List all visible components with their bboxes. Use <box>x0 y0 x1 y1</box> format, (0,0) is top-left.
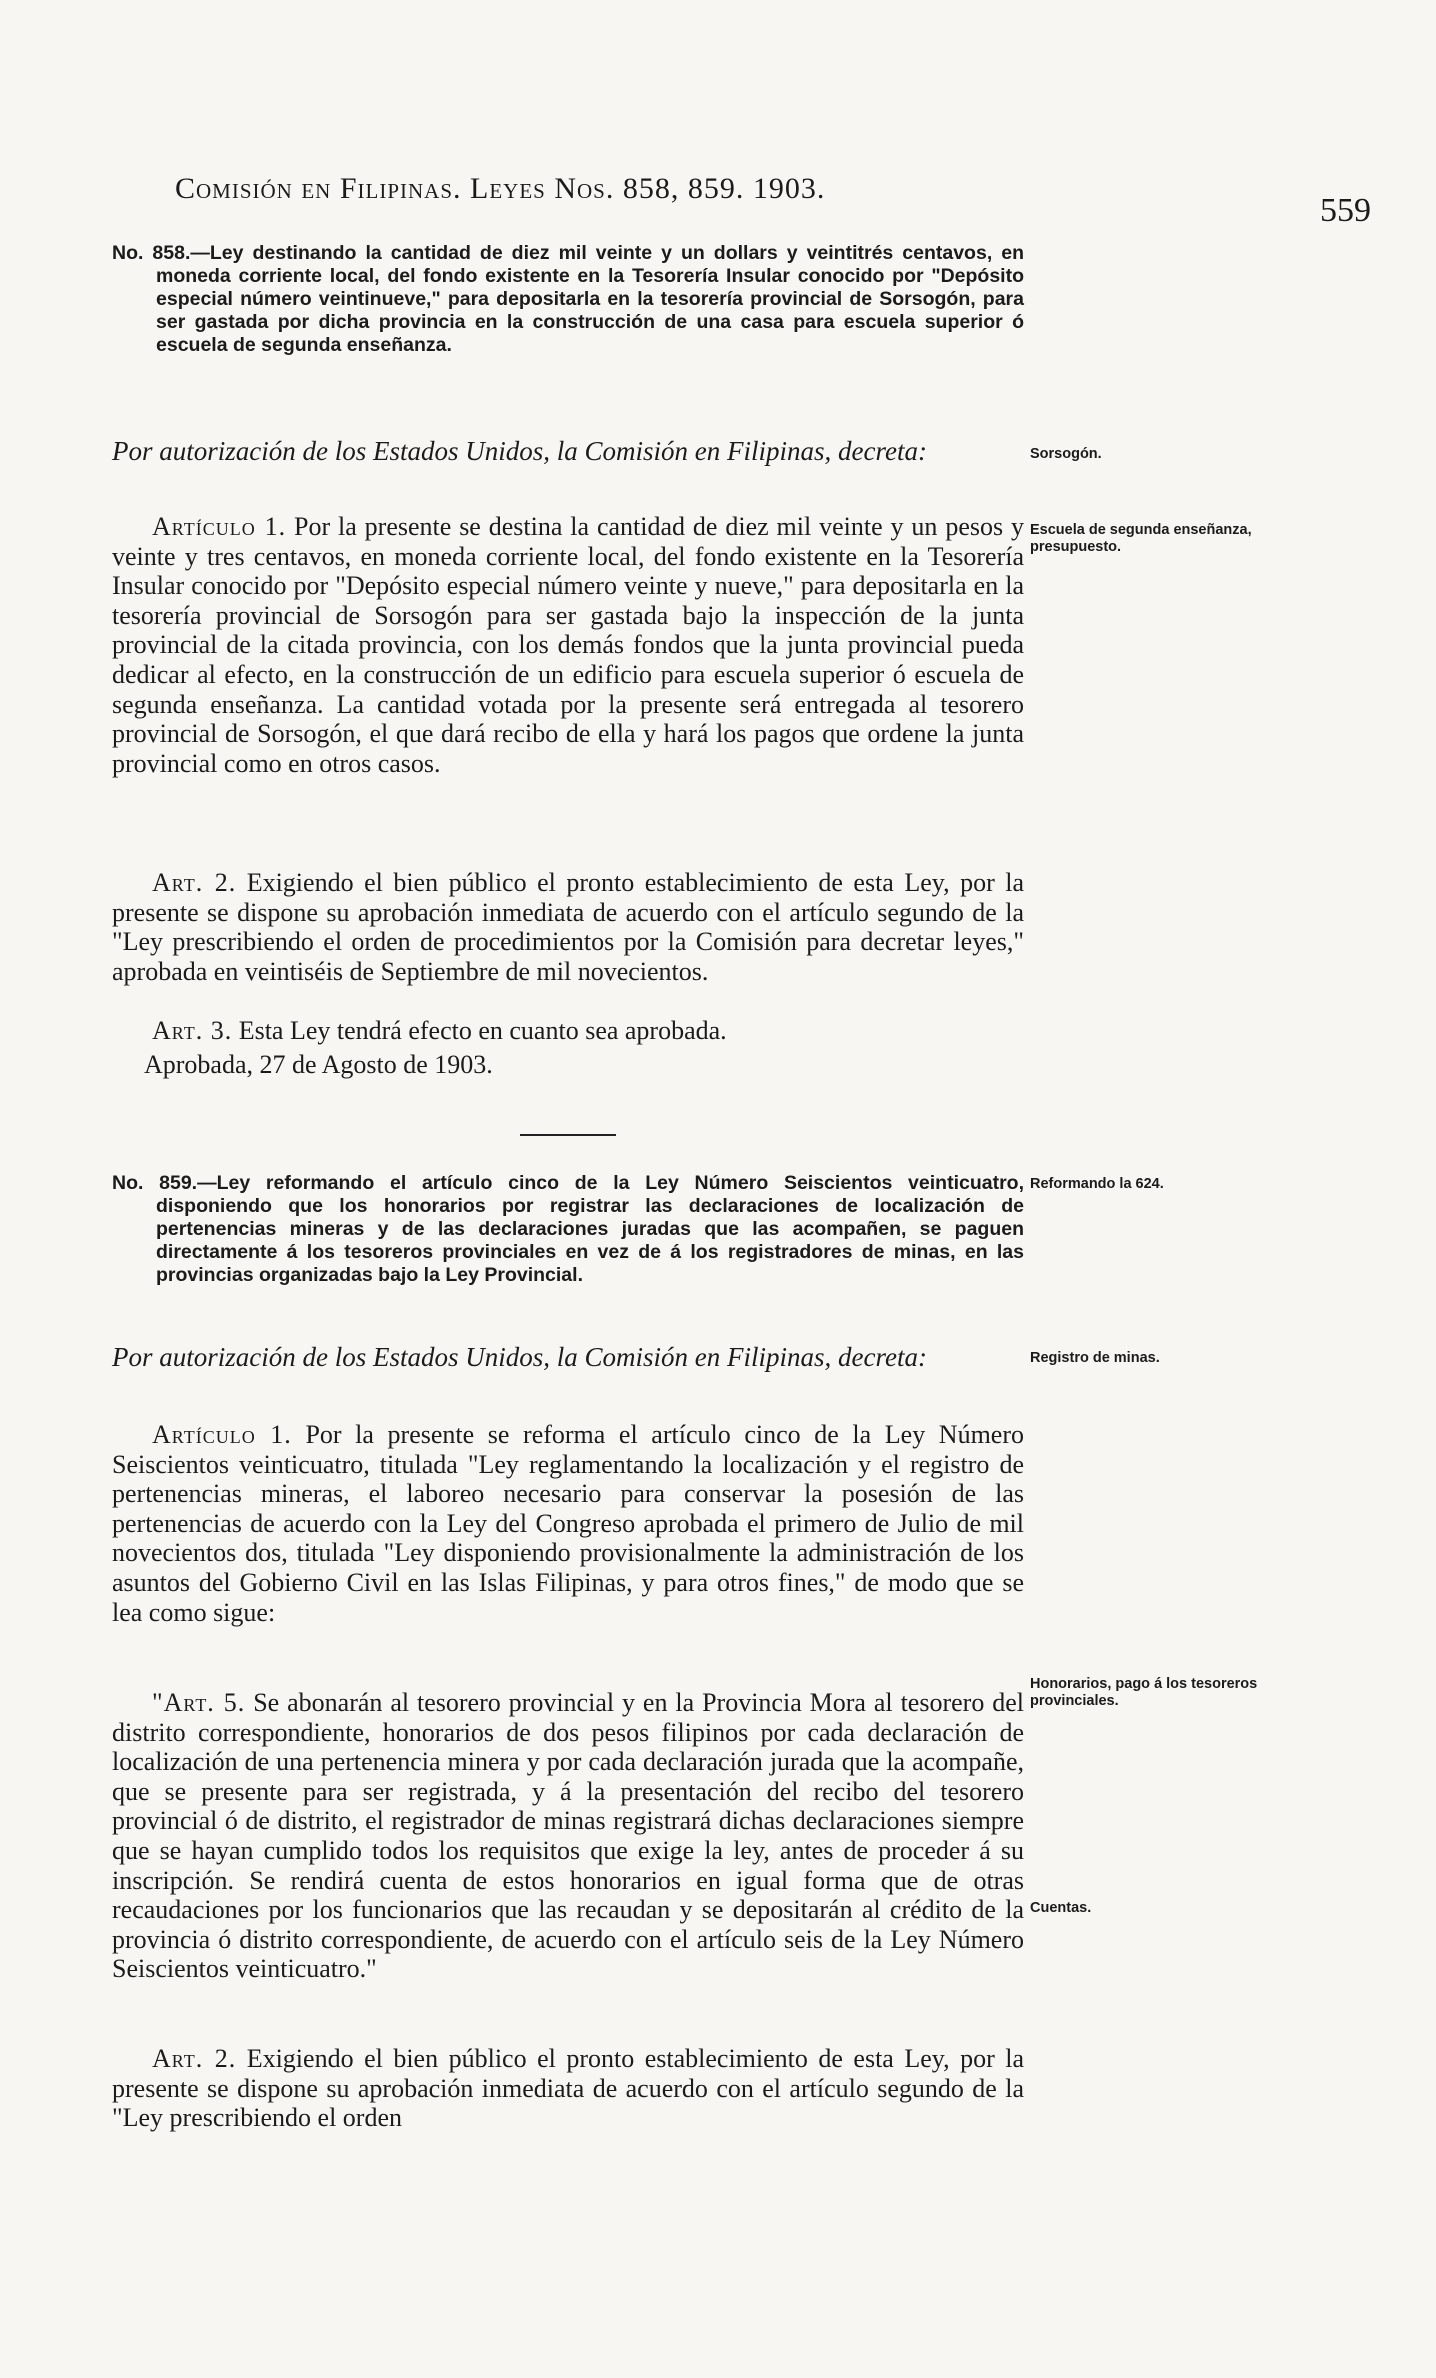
running-head: Comisión en Filipinas. Leyes Nos. 858, 859. 1903. <box>175 172 826 205</box>
article-lead: Artículo 1. <box>152 1420 292 1449</box>
law-859-decree: Por autorización de los Estados Unidos, la Comisión en Filipinas, decreta: <box>112 1342 927 1372</box>
law-859-summary <box>112 1172 1024 1287</box>
margin-note-reformando: Reformando la 624. <box>1030 1176 1164 1192</box>
article-text: Exigiendo el bien público el pronto establecimiento de esta Ley, por la presente se dispone su aprobación inmediata de acuerdo con el artículo segundo de la "Ley prescribiendo el orden de procedimientos por la Comisión para decretar leyes," aprobada en veintiséis de Septiembre de mil novecientos. <box>112 868 1024 986</box>
law-859-summary-text: No. 859.—Ley reformando el artículo cinco de la Ley Número Seiscientos veinticuatro, disponiendo que los honorarios por registrar las declaraciones de localización de pertenencias mineras y de las declaraciones juradas que las acompañen, se paguen directamente á los tesoreros provinciales en vez de á los registradores de minas, en las provincias organizadas bajo la Ley Provincial. <box>112 1172 1024 1286</box>
margin-note-sorsogon: Sorsogón. <box>1030 446 1102 462</box>
article-text: Por la presente se reforma el artículo cinco de la Ley Número Seiscientos veinticuatro, titulada "Ley reglamentando la localización y el registro de pertenencias mineras, el laboreo necesario para conservar la posesión de las pertenencias de acuerdo con la Ley del Congreso aprobada el primero de Julio de mil novecientos dos, titulada "Ley disponiendo provisionalmente la administración de los asuntos del Gobierno Civil en las Islas Filipinas, y para otros fines," de modo que se lea como sigue: <box>112 1420 1025 1627</box>
article-lead: "Art. 5. <box>152 1688 246 1717</box>
law-858-article-2 <box>112 868 1024 986</box>
article-text: Exigiendo el bien público el pronto establecimiento de esta Ley, por la presente se dispone su aprobación inmediata de acuerdo con el artículo segundo de la "Ley prescribiendo el orden <box>112 2044 1024 2133</box>
margin-note-escuela: Escuela de segunda enseñanza, presupuesto. <box>1030 522 1252 555</box>
page-number: 559 <box>1320 192 1371 229</box>
article-text: Por la presente se destina la cantidad de diez mil veinte y un pesos y veinte y tres centavos, en moneda corriente local, del fondo existente en la Tesorería Insular conocido por "Depósito especial número veinte y nueve," para depositarla en la tesorería provincial de Sorsogón para ser gastada bajo la inspección de la junta provincial de la citada provincia, con los demás fondos que la junta provincial pueda dedicar al efecto, en la construcción de un edificio para escuela superior ó escuela de segunda enseñanza. La cantidad votada por la presente será entregada al tesorero provincial de Sorsogón, el que dará recibo de ella y hará los pagos que ordene la junta provincial como en otros casos. <box>112 512 1024 778</box>
law-858-summary-text: No. 858.—Ley destinando la cantidad de diez mil veinte y un dollars y veintitrés centavos, en moneda corriente local, del fondo existente en la Tesorería Insular conocido por "Depósito especial número veintinueve," para depositarla en la tesorería provincial de Sorsogón, para ser gastada por dicha provincia en la construcción de una casa para escuela superior ó escuela de segunda enseñanza. <box>112 242 1024 356</box>
law-859-article-2 <box>112 2044 1024 2133</box>
law-858-approval-date: Aprobada, 27 de Agosto de 1903. <box>144 1050 493 1079</box>
margin-note-cuentas: Cuentas. <box>1030 1900 1092 1916</box>
margin-note-honorarios: Honorarios, pago á los tesoreros provinciales. <box>1030 1676 1258 1709</box>
law-859-article-5 <box>112 1688 1024 1984</box>
margin-note-registro: Registro de minas. <box>1030 1350 1160 1366</box>
law-858-article-3 <box>112 1016 1024 1046</box>
article-lead: Art. 2. <box>152 2044 237 2073</box>
article-lead: Art. 2. <box>152 868 237 897</box>
section-divider <box>520 1134 616 1136</box>
law-858-article-1 <box>112 512 1024 778</box>
article-text: Esta Ley tendrá efecto en cuanto sea aprobada. <box>238 1016 727 1045</box>
article-text: Se abonarán al tesorero provincial y en la Provincia Mora al tesorero del distrito correspondiente, honorarios de dos pesos filipinos por cada declaración de localización de una pertenencia minera y por cada declaración jurada que la acompañe, que se presente para ser registrada, y á la presentación del recibo del tesorero provincial ó de distrito, el registrador de minas registrará dichas declaraciones siempre que se hayan cumplido todos los requisitos que exige la ley, antes de proceder á su inscripción. Se rendirá cuenta de estos honorarios en igual forma que de otras recaudaciones por los funcionarios que las recaudan y se depositarán al crédito de la provincia ó distrito correspondiente, de acuerdo con el artículo seis de la Ley Número Seiscientos veinticuatro." <box>112 1688 1025 1984</box>
law-859-article-1 <box>112 1420 1024 1627</box>
article-lead: Art. 3. <box>152 1016 233 1045</box>
law-858-decree: Por autorización de los Estados Unidos, la Comisión en Filipinas, decreta: <box>112 436 927 466</box>
law-858-summary <box>112 242 1024 357</box>
article-lead: Artículo 1. <box>152 512 287 541</box>
